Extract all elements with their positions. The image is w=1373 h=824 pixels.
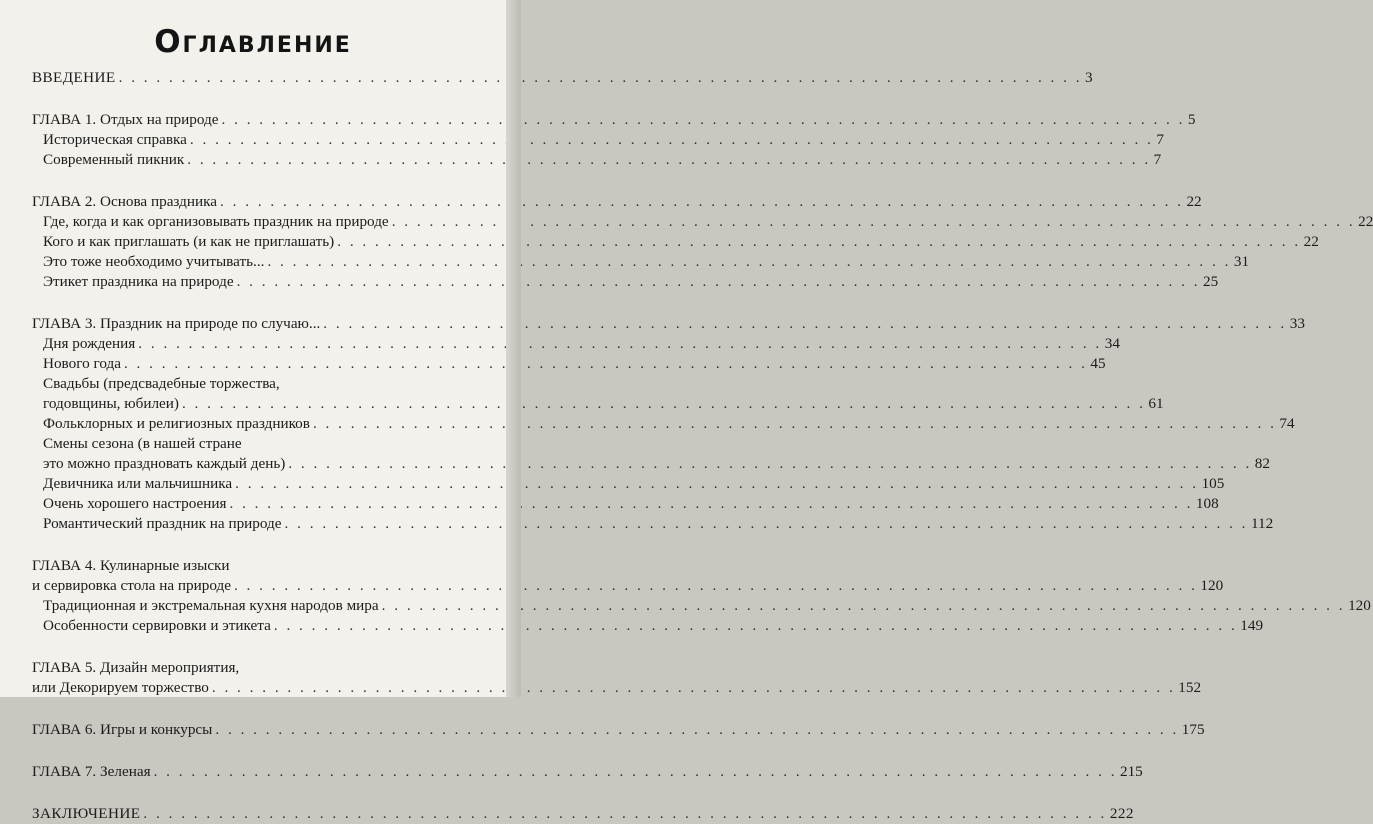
dot-leader xyxy=(235,474,1198,494)
toc-subentry xyxy=(32,272,1219,292)
toc-entry-title: ГЛАВА 6. Игры и конкурсы xyxy=(32,721,213,738)
toc-entry-title: Особенности сервировки и этикета xyxy=(43,617,271,634)
toc-subentry xyxy=(32,130,1164,150)
dot-leader xyxy=(382,596,1345,616)
toc-chapter-5 xyxy=(32,678,1202,698)
toc-entry-page: 45 xyxy=(1090,355,1106,372)
toc-entry-title: или Декорируем торжество xyxy=(32,679,209,696)
toc-entry-title: ГЛАВА 1. Отдых на природе xyxy=(32,111,219,128)
table-of-contents xyxy=(32,68,1373,824)
dot-leader xyxy=(220,192,1183,212)
toc-entry-title: Это тоже необходимо учитывать... xyxy=(43,253,265,270)
toc-entry-page: 5 xyxy=(1187,111,1196,128)
toc-entry-page: 108 xyxy=(1195,495,1219,512)
toc-entry-page: 74 xyxy=(1279,415,1295,432)
toc-chapter-7 xyxy=(32,762,1143,782)
dot-leader xyxy=(267,252,1230,272)
toc-subentry xyxy=(32,394,1164,414)
dot-leader xyxy=(124,354,1087,374)
toc-entry-page: 22 xyxy=(1186,193,1202,210)
dot-leader xyxy=(154,762,1117,782)
dot-leader xyxy=(222,110,1185,130)
toc-entry-title: годовщины, юбилеи) xyxy=(43,395,179,412)
toc-entry-page: 22 xyxy=(1358,213,1373,230)
toc-subentry xyxy=(32,474,1225,494)
dot-leader xyxy=(229,494,1192,514)
dot-leader xyxy=(337,232,1300,252)
toc-entry-page: 33 xyxy=(1289,315,1305,332)
toc-entry-title: ГЛАВА 7. Зеленая xyxy=(32,763,151,780)
toc-entry-title: Романтический праздник на природе xyxy=(43,515,282,532)
toc-entry-page: 3 xyxy=(1085,69,1094,86)
dot-leader xyxy=(215,720,1178,740)
toc-entry-title: Девичника или мальчишника xyxy=(43,475,233,492)
toc-entry-page: 215 xyxy=(1119,763,1143,780)
toc-entry-page: 25 xyxy=(1202,273,1219,290)
toc-entry-page: 31 xyxy=(1233,253,1250,270)
toc-entry-page: 222 xyxy=(1109,805,1134,822)
toc-chapter-4 xyxy=(32,576,1224,596)
toc-entry-intro xyxy=(32,68,1094,88)
dot-leader xyxy=(392,212,1355,232)
toc-subentry xyxy=(32,212,1373,232)
dot-leader xyxy=(285,514,1248,534)
dot-leader xyxy=(119,68,1082,88)
toc-subentry xyxy=(32,334,1120,354)
dot-leader xyxy=(274,616,1237,636)
toc-subentry xyxy=(32,514,1274,534)
dot-leader xyxy=(138,334,1101,354)
dot-leader xyxy=(288,454,1251,474)
toc-entry-title: это можно праздновать каждый день) xyxy=(43,455,286,472)
toc-subentry xyxy=(32,494,1219,514)
toc-entry-title: Дня рождения xyxy=(43,335,136,352)
toc-chapter-3 xyxy=(32,314,1305,334)
dot-leader xyxy=(182,394,1145,414)
toc-chapter-4-line1: ГЛАВА 4. Кулинарные изыски xyxy=(32,557,230,574)
toc-entry-title: Очень хорошего настроения xyxy=(43,495,227,512)
toc-chapter-2 xyxy=(32,192,1202,212)
toc-entry-page: 105 xyxy=(1201,475,1225,492)
toc-entry-page: 7 xyxy=(1153,151,1162,168)
toc-entry-title: ВВЕДЕНИЕ xyxy=(32,69,116,86)
toc-subentry xyxy=(32,232,1319,252)
dot-leader xyxy=(190,130,1153,150)
toc-chapter-6 xyxy=(32,720,1205,740)
toc-entry-page: 34 xyxy=(1104,335,1120,352)
toc-entry-title: Нового года xyxy=(43,355,121,372)
toc-entry-page: 149 xyxy=(1240,617,1264,634)
toc-subentry-line1: Свадьбы (предсвадебные торжества, xyxy=(43,375,280,392)
toc-entry-title: Этикет праздника на природе xyxy=(43,273,234,290)
toc-entry-page: 7 xyxy=(1156,131,1164,148)
toc-entry-title: Фольклорных и религиозных праздников xyxy=(43,415,310,432)
dot-leader xyxy=(323,314,1286,334)
toc-entry-page: 120 xyxy=(1348,597,1371,614)
page-title: Оглавление xyxy=(154,24,352,60)
dot-leader xyxy=(237,272,1200,292)
dot-leader xyxy=(187,150,1150,170)
dot-leader xyxy=(212,678,1175,698)
toc-entry-page: 152 xyxy=(1178,679,1202,696)
toc-entry-title: и сервировка стола на природе xyxy=(32,577,231,594)
toc-entry-title: Историческая справка xyxy=(43,131,187,148)
toc-entry-title: Кого и как приглашать (и как не приглашать) xyxy=(43,233,335,250)
toc-entry-page: 112 xyxy=(1250,515,1274,532)
dot-leader xyxy=(143,804,1106,824)
toc-entry-title: Традиционная и экстремальная кухня народов мира xyxy=(43,597,379,614)
facing-page-edge xyxy=(506,0,521,697)
toc-subentry xyxy=(32,414,1295,434)
toc-entry-page: 120 xyxy=(1200,577,1224,594)
toc-subentry xyxy=(32,596,1371,616)
toc-subentry xyxy=(32,252,1250,272)
toc-entry-title: ГЛАВА 3. Праздник на природе по случаю... xyxy=(32,315,321,332)
dot-leader xyxy=(234,576,1197,596)
toc-entry-conclusion xyxy=(32,804,1134,824)
toc-entry-page: 82 xyxy=(1254,455,1270,472)
toc-entry-page: 22 xyxy=(1303,233,1319,250)
toc-entry-title: Где, когда и как организовывать праздник на природе xyxy=(43,213,389,230)
toc-entry-page: 175 xyxy=(1181,721,1205,738)
toc-subentry xyxy=(32,354,1106,374)
dot-leader xyxy=(313,414,1276,434)
toc-entry-title: Современный пикник xyxy=(43,151,185,168)
toc-subentry-line1: Смены сезона (в нашей стране xyxy=(43,435,242,452)
toc-chapter-5-line1: ГЛАВА 5. Дизайн мероприятия, xyxy=(32,659,240,676)
toc-entry-title: ЗАКЛЮЧЕНИЕ xyxy=(32,805,141,822)
toc-entry-title: ГЛАВА 2. Основа праздника xyxy=(32,193,218,210)
toc-chapter-1 xyxy=(32,110,1196,130)
toc-subentry xyxy=(32,616,1264,636)
toc-subentry xyxy=(32,150,1162,170)
toc-subentry xyxy=(32,454,1270,474)
toc-entry-page: 61 xyxy=(1148,395,1164,412)
